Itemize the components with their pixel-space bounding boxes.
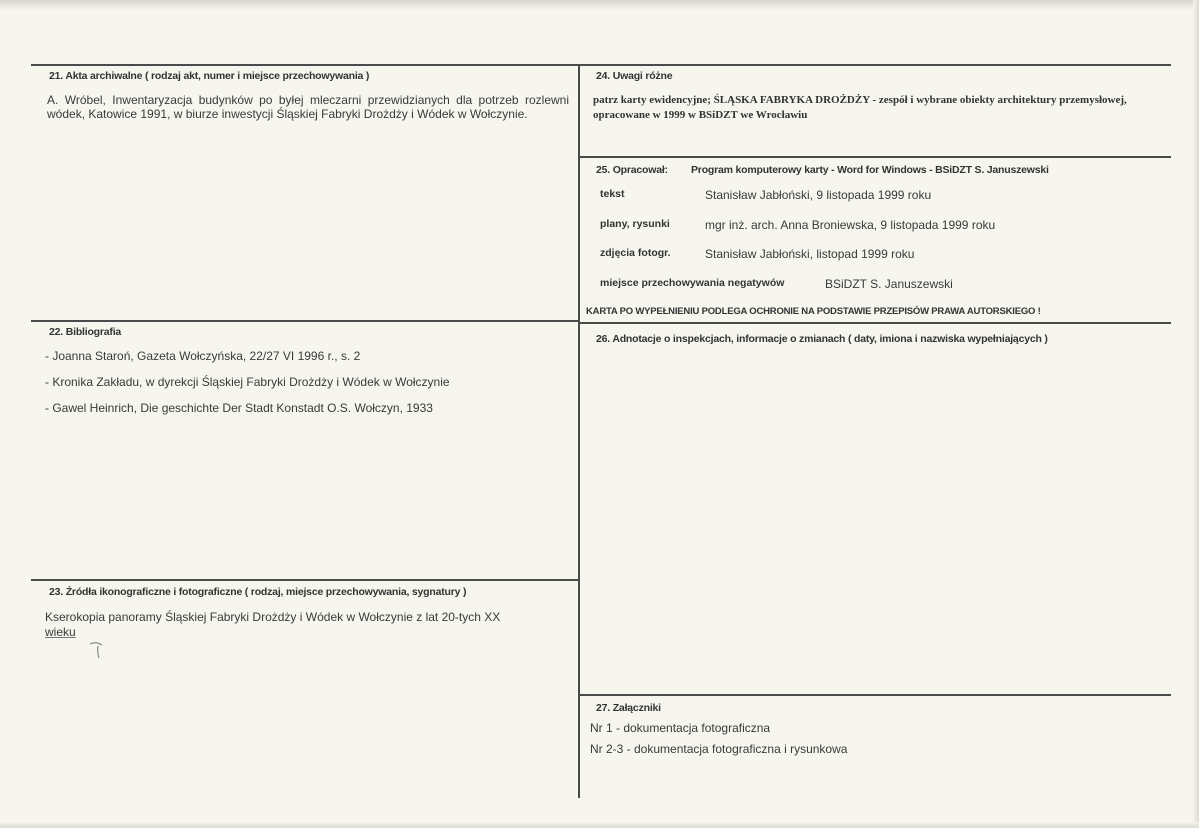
divider-22-23 (31, 579, 578, 581)
section-23-text: wieku (45, 625, 76, 639)
scan-edge (0, 822, 1199, 828)
copyright-notice: KARTA PO WYPEŁNIENIU PODLEGA OCHRONIE NA PODSTAWIE PRZEPISÓW PRAWA AUTORSKIEGO ! (586, 306, 1041, 317)
section-21-title: 21. Akta archiwalne ( rodzaj akt, numer i miejsce przechowywania ) (49, 70, 370, 82)
scan-edge (1193, 0, 1199, 828)
center-divider (578, 64, 580, 798)
section-23-text: Kserokopia panoramy Śląskiej Fabryki Drożdży i Wódek w Wołczynie z lat 20-tych XX (45, 610, 501, 624)
top-border-right (580, 64, 1171, 66)
divider-21-22 (31, 320, 578, 322)
attachment-item: Nr 2-3 - dokumentacja fotograficzna i rysunkowa (590, 742, 848, 756)
scan-edge (0, 0, 1199, 10)
section-25-program: Program komputerowy karty - Word for Windows - BSiDZT S. Januszewski (691, 164, 1049, 176)
author-label: plany, rysunki (600, 218, 670, 230)
section-27-title: 27. Załączniki (596, 702, 661, 714)
bibliography-item: - Joanna Staroń, Gazeta Wołczyńska, 22/27 VI 1996 r., s. 2 (45, 349, 361, 363)
attachment-item: Nr 1 - dokumentacja fotograficzna (590, 721, 771, 735)
section-25-title: 25. Opracował: (596, 164, 668, 176)
author-value: Stanisław Jabłoński, listopad 1999 roku (705, 247, 915, 261)
author-label: tekst (600, 188, 625, 200)
negatives-value: BSiDZT S. Januszewski (825, 277, 953, 291)
section-22-title: 22. Bibliografia (49, 326, 122, 338)
author-value: Stanisław Jabłoński, 9 listopada 1999 roku (705, 188, 932, 202)
author-label: zdjęcia fotogr. (600, 247, 671, 259)
divider-26-27 (580, 694, 1171, 696)
section-26-title: 26. Adnotacje o inspekcjach, informacje o zmianach ( daty, imiona i nazwiska wypełniających ) (596, 333, 1048, 345)
section-23-title: 23. Źródła ikonograficzne i fotograficzne ( rodzaj, miejsce przechowywania, sygnatury ) (49, 586, 467, 598)
section-21-text: A. Wróbel, Inwentaryzacja budynków po byłej mleczarni przewidzianych dla potrzeb rozlewni wódek, Katowice 1991, w biurze inwestycji Śląskiej Fabryki Drożdży i Wódek w Wołczynie. (47, 93, 569, 121)
divider-24-25 (580, 156, 1171, 158)
pencil-mark-icon (88, 638, 108, 664)
divider-25-26 (580, 322, 1171, 324)
negatives-label: miejsce przechowywania negatywów (600, 277, 785, 289)
section-24-text: patrz karty ewidencyjne; ŚLĄSKA FABRYKA DROŻDŻY - zespół i wybrane obiekty architektury przemysłowej, opracowane w 1999 w BSiDZT we Wrocławiu (593, 94, 1127, 121)
bibliography-item: - Kronika Zakładu, w dyrekcji Śląskiej Fabryki Drożdży i Wódek w Wołczynie (45, 375, 450, 389)
top-border-left (31, 64, 578, 66)
author-value: mgr inż. arch. Anna Broniewska, 9 listopada 1999 roku (705, 218, 996, 232)
section-24-title: 24. Uwagi różne (596, 70, 673, 82)
bibliography-item: - Gawel Heinrich, Die geschichte Der Stadt Konstadt O.S. Wołczyn, 1933 (45, 401, 433, 415)
